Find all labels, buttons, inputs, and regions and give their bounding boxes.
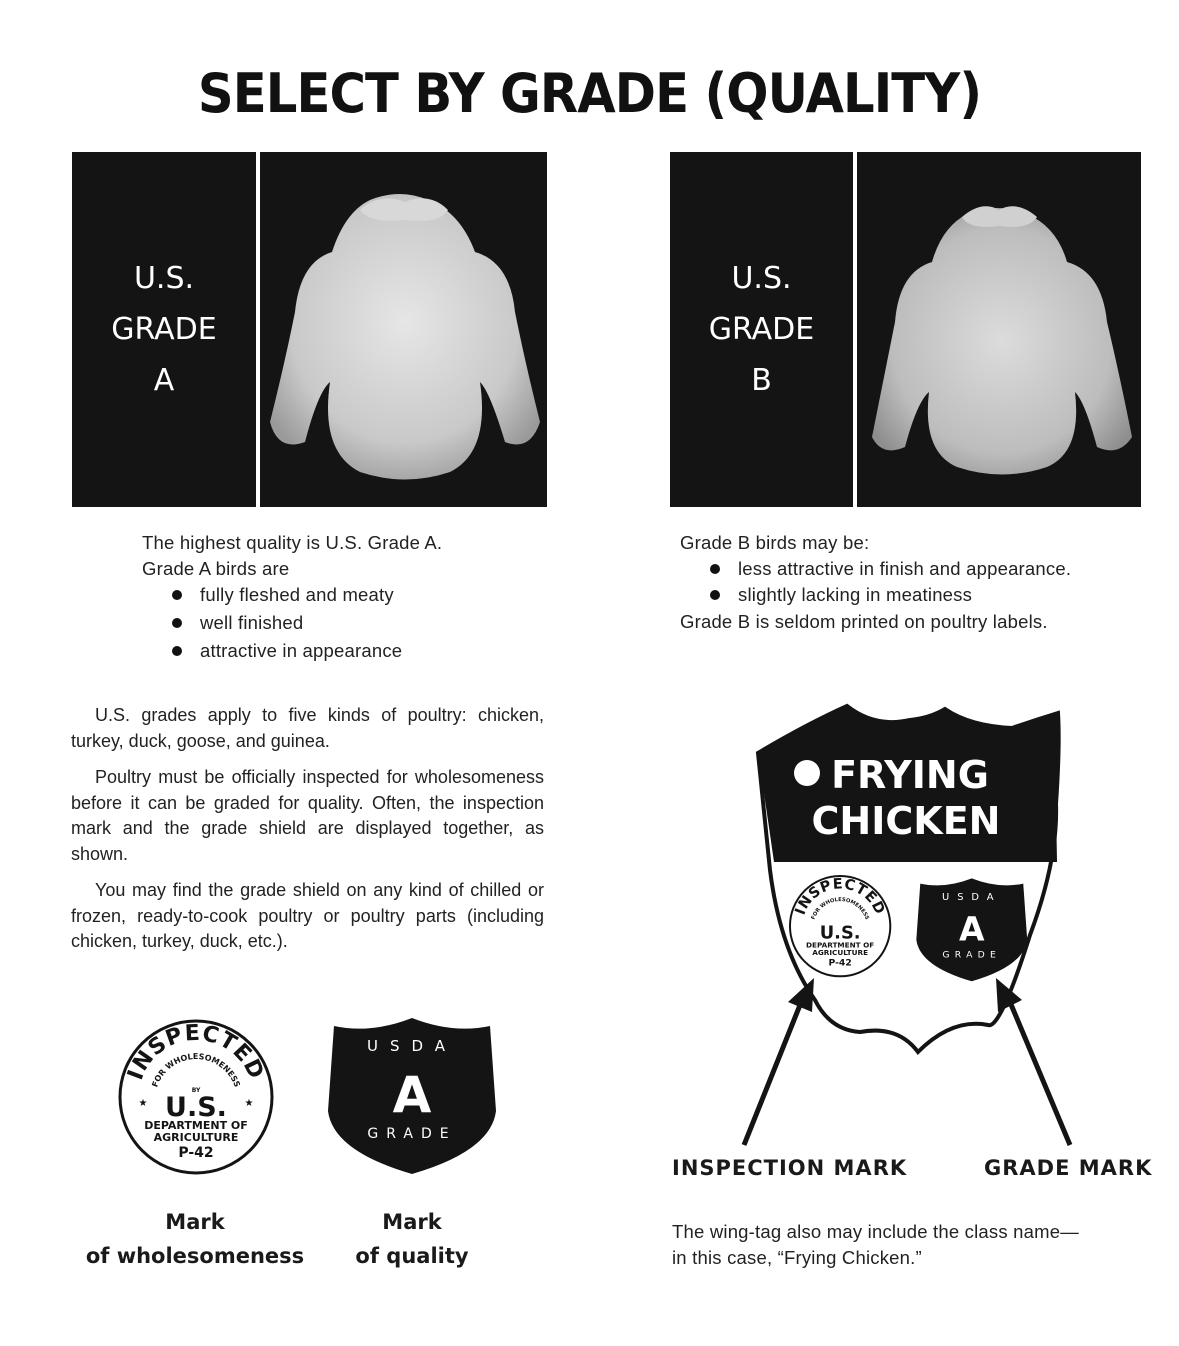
seal-small-arc: FOR WHOLESOMENESS: [150, 1051, 242, 1089]
seal-us: U.S.: [819, 922, 861, 944]
caption-wholesomeness: [80, 1205, 310, 1273]
grade-b-outro: Grade B is seldom printed on poultry labels.: [680, 611, 1048, 632]
arrow-icon: [996, 978, 1070, 1145]
grade-a-bullet-text: fully fleshed and meaty: [200, 584, 394, 605]
seal-us: U.S.: [165, 1092, 227, 1123]
page-title: SELECT BY GRADE (QUALITY): [197, 62, 982, 125]
bullet-icon: [710, 590, 720, 600]
grade-b-bullet-text: less attractive in finish and appearance.: [738, 558, 1072, 579]
grade-a-intro-line: Grade A birds are: [142, 558, 290, 579]
bullet-icon: [172, 646, 182, 656]
wing-tag-illustration: [730, 700, 1160, 1155]
shield-grade-letter: A: [392, 1066, 432, 1124]
caption-line: of wholesomeness: [85, 1244, 305, 1268]
paragraph: You may find the grade shield on any kind of chilled or frozen, ready-to-cook poultry or poultry parts (including chicken, turkey, duck, etc.).: [71, 880, 544, 951]
list-item: [172, 638, 562, 664]
seal-dept-line: DEPARTMENT OF: [806, 940, 875, 950]
caption-line: Mark: [382, 1210, 442, 1234]
grade-a-label-panel: [72, 152, 256, 507]
grade-b-label-line: GRADE: [708, 312, 815, 347]
list-item: [710, 582, 1160, 608]
grade-b-label-panel: [670, 152, 853, 507]
grade-b-description: [680, 530, 1160, 635]
shield-top-text: USDA: [942, 892, 1002, 904]
seal-arc-text: INSPECTED: [792, 876, 888, 918]
seal-by: BY: [191, 1087, 201, 1094]
list-item: [710, 556, 1160, 582]
grade-a-label-line: U.S.: [133, 261, 195, 296]
grade-b-bullet-text: slightly lacking in meatiness: [738, 584, 973, 605]
caption-line: Mark: [165, 1210, 225, 1234]
grade-a-label-line: A: [153, 363, 175, 398]
grade-b-intro: Grade B birds may be:: [680, 532, 870, 553]
note-line: The wing-tag also may include the class name—: [672, 1221, 1079, 1242]
caption-quality: [342, 1205, 482, 1273]
shield-bottom-text: GRADE: [367, 1126, 457, 1142]
seal-code: P-42: [178, 1145, 214, 1161]
class-name-line: CHICKEN: [811, 799, 1001, 843]
seal-dept-line: DEPARTMENT OF: [144, 1119, 248, 1132]
grade-a-chicken-photo: [260, 152, 547, 507]
paragraph: U.S. grades apply to five kinds of poultry: chicken, turkey, duck, goose, and guinea.: [71, 705, 544, 751]
grade-b-chicken-photo: [857, 152, 1141, 507]
shield-bottom-text: GRADE: [942, 949, 1002, 961]
seal-code: P-42: [828, 957, 852, 969]
shield-top-text: USDA: [366, 1037, 458, 1055]
grade-b-label-line: U.S.: [731, 261, 792, 296]
tag-inspection-seal-icon: [790, 876, 890, 976]
star-icon: ★: [244, 1098, 254, 1109]
grade-a-intro-line: The highest quality is U.S. Grade A.: [142, 532, 443, 553]
star-icon: ★: [138, 1098, 148, 1109]
tag-hole-icon: [794, 760, 820, 786]
caption-line: of quality: [355, 1244, 469, 1268]
seal-small-arc: FOR WHOLESOMENESS: [810, 897, 870, 921]
inspection-seal-icon: [117, 1018, 275, 1176]
paragraph: Poultry must be officially inspected for wholesomeness before it can be graded for quality. Often, the inspection mark and the grade shield are displayed together, as shown.: [71, 767, 544, 864]
bullet-icon: [172, 618, 182, 628]
list-item: [172, 610, 562, 636]
seal-arc-text: INSPECTED: [123, 1020, 269, 1084]
seal-dept-line: AGRICULTURE: [153, 1131, 239, 1144]
grade-a-bullet-text: well finished: [200, 612, 304, 633]
shield-grade-letter: A: [958, 909, 985, 949]
bullet-icon: [710, 564, 720, 574]
grade-a-label-line: GRADE: [111, 312, 217, 347]
grade-a-bullet-text: attractive in appearance: [200, 640, 403, 661]
grade-b-label-line: B: [751, 363, 772, 398]
class-name-line: FRYING: [831, 753, 989, 797]
arrow-icon: [744, 978, 814, 1145]
body-paragraphs: [71, 703, 544, 966]
seal-dept-line: AGRICULTURE: [812, 948, 869, 958]
note-line: in this case, “Frying Chicken.”: [672, 1247, 922, 1268]
bullet-icon: [172, 590, 182, 600]
usda-grade-shield-icon: [326, 1016, 498, 1176]
grade-mark-label: GRADE MARK: [984, 1156, 1153, 1180]
list-item: [172, 582, 562, 608]
wing-tag-note: [672, 1219, 1162, 1271]
grade-a-description: [142, 530, 562, 664]
inspection-mark-label: INSPECTION MARK: [672, 1156, 908, 1180]
